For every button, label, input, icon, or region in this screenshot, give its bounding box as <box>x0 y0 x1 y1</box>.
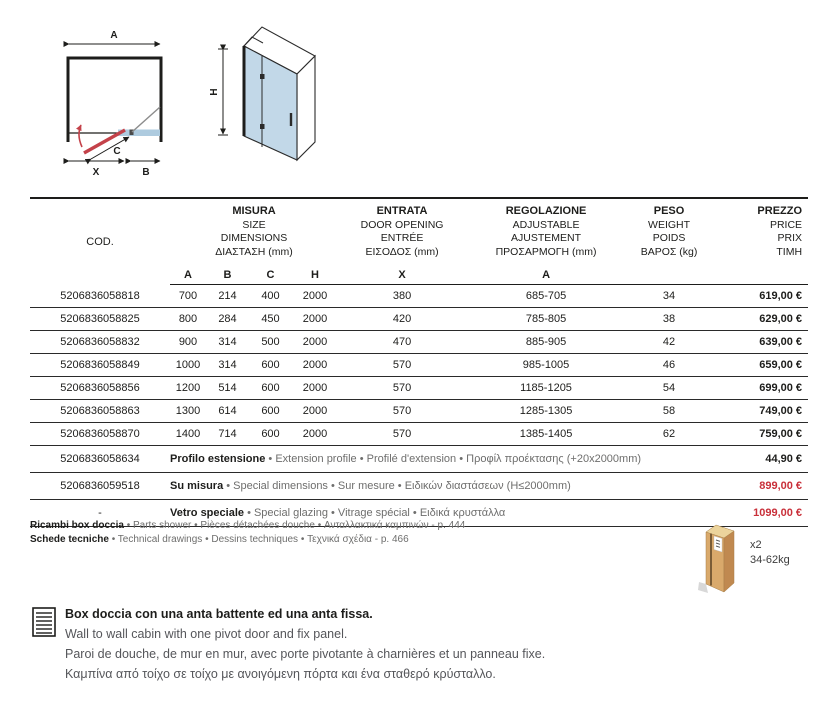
cell-c: 400 <box>249 285 292 308</box>
cell-prezzo: 44,90 € <box>712 446 808 473</box>
subheader-c: C <box>249 265 292 285</box>
cell-prezzo: 699,00 € <box>712 377 808 400</box>
cell-c: 600 <box>249 423 292 446</box>
package-quantity: x2 <box>750 539 762 551</box>
cell-prezzo: 749,00 € <box>712 400 808 423</box>
cell-a: 800 <box>170 308 206 331</box>
cell-description <box>170 473 712 500</box>
cell-b: 714 <box>206 423 249 446</box>
cell-cod: 5206836058818 <box>30 285 170 308</box>
cell-c: 600 <box>249 377 292 400</box>
description-italian: Box doccia con una anta battente ed una anta fissa. <box>65 607 373 621</box>
cell-cod: 5206836058870 <box>30 423 170 446</box>
footnote-technical-drawings: Schede tecniche • Technical drawings • Dessins techniques • Τεχνικά σχέδια - p. 466 <box>30 534 409 545</box>
cell-x: 570 <box>338 400 466 423</box>
cell-b: 284 <box>206 308 249 331</box>
cell-x: 470 <box>338 331 466 354</box>
cell-h: 2000 <box>292 377 338 400</box>
cell-peso: 58 <box>626 400 712 423</box>
cell-b: 514 <box>206 377 249 400</box>
cell-h: 2000 <box>292 285 338 308</box>
package-weight: 34-62kg <box>750 554 790 566</box>
cell-a: 700 <box>170 285 206 308</box>
option-translations: • Extension profile • Profilé d'extension • Προφίλ προέκτασης (+20x2000mm) <box>268 453 642 465</box>
subheader-x: X <box>338 265 466 285</box>
cell-peso: 62 <box>626 423 712 446</box>
column-header-peso: PESO WEIGHT POIDS ΒΑΡΟΣ (kg) <box>640 205 698 258</box>
cell-regolazione: 785-805 <box>466 308 626 331</box>
subheader-a: A <box>170 265 206 285</box>
cell-cod: 5206836058825 <box>30 308 170 331</box>
footnotes <box>30 519 465 547</box>
table-row <box>30 377 808 400</box>
cell-c: 450 <box>249 308 292 331</box>
cell-a: 1300 <box>170 400 206 423</box>
plan-dim-label-c: C <box>113 146 121 157</box>
table-row <box>30 331 808 354</box>
table-row <box>30 354 808 377</box>
cell-a: 1400 <box>170 423 206 446</box>
footnote-parts: Ricambi box doccia • Parts shower • Pièces détachées douche • Ανταλλακτικά καμπινών - p. 444 <box>30 520 466 531</box>
cell-x: 570 <box>338 377 466 400</box>
table-row <box>30 285 808 308</box>
column-header-misura: MISURA SIZE DIMENSIONS ΔΙΑΣΤΑΣΗ (mm) <box>215 205 293 258</box>
cell-regolazione: 1185-1205 <box>466 377 626 400</box>
cell-h: 2000 <box>292 354 338 377</box>
cell-cod: 5206836058634 <box>30 446 170 473</box>
description-greek: Καμπίνα από τοίχο σε τοίχο με ανοιγόμενη πόρτα και ένα σταθερό κρύσταλλο. <box>65 667 496 681</box>
cell-a: 1200 <box>170 377 206 400</box>
cell-description <box>170 446 712 473</box>
cell-b: 314 <box>206 331 249 354</box>
cell-regolazione: 885-905 <box>466 331 626 354</box>
cell-x: 380 <box>338 285 466 308</box>
cell-cod: 5206836058863 <box>30 400 170 423</box>
table-row <box>30 400 808 423</box>
table-row-special-dimensions <box>30 473 808 500</box>
plan-dim-label-a: A <box>110 30 118 41</box>
cell-regolazione: 1285-1305 <box>466 400 626 423</box>
subheader-spacer <box>712 265 808 285</box>
cell-b: 614 <box>206 400 249 423</box>
product-description <box>32 604 805 684</box>
plan-view-diagram-icon <box>55 20 170 178</box>
product-spec-table <box>30 197 808 527</box>
cell-peso: 34 <box>626 285 712 308</box>
cell-x: 570 <box>338 423 466 446</box>
cell-c: 500 <box>249 331 292 354</box>
subheader-b: B <box>206 265 249 285</box>
option-label: Vetro speciale <box>170 507 244 519</box>
cell-h: 2000 <box>292 400 338 423</box>
column-header-entrata: ENTRATA DOOR OPENING ENTRÉE ΕΙΣΟΔΟΣ (mm) <box>360 205 444 258</box>
cell-x: 420 <box>338 308 466 331</box>
plan-dim-label-b: B <box>142 167 150 178</box>
cell-b: 214 <box>206 285 249 308</box>
cell-peso: 38 <box>626 308 712 331</box>
subheader-h: H <box>292 265 338 285</box>
option-label: Profilo estensione <box>170 453 266 465</box>
option-translations: • Special dimensions • Sur mesure • Ειδικών διαστάσεων (H≤2000mm) <box>226 480 571 492</box>
cell-a: 1000 <box>170 354 206 377</box>
description-french: Paroi de douche, de mur en mur, avec porte pivotante à charnières et un panneau fixe. <box>65 647 546 661</box>
column-header-cod: COD. <box>86 235 114 248</box>
cell-peso: 46 <box>626 354 712 377</box>
cell-h: 2000 <box>292 423 338 446</box>
option-translations: • Special glazing • Vitrage spécial • Ειδικά κρυστάλλα <box>247 507 506 519</box>
cell-prezzo: 1099,00 € <box>712 500 808 527</box>
header-row <box>30 198 808 265</box>
cell-peso: 42 <box>626 331 712 354</box>
subheader-spacer <box>626 265 712 285</box>
technical-note-icon <box>32 607 56 637</box>
cell-c: 600 <box>249 400 292 423</box>
cell-b: 314 <box>206 354 249 377</box>
subheader-reg-a: A <box>466 265 626 285</box>
cell-x: 570 <box>338 354 466 377</box>
isometric-cabin-diagram-icon <box>205 16 355 178</box>
cell-cod: 5206836058849 <box>30 354 170 377</box>
cell-cod: 5206836059518 <box>30 473 170 500</box>
cell-prezzo: 629,00 € <box>712 308 808 331</box>
package-box-icon <box>698 522 744 596</box>
cell-regolazione: 1385-1405 <box>466 423 626 446</box>
iso-dim-label-h: H <box>209 88 220 96</box>
plan-dim-label-x: X <box>92 167 100 178</box>
cell-h: 2000 <box>292 331 338 354</box>
cell-prezzo: 759,00 € <box>712 423 808 446</box>
table-row-extension-profile <box>30 446 808 473</box>
cell-regolazione: 985-1005 <box>466 354 626 377</box>
cell-h: 2000 <box>292 308 338 331</box>
table-row <box>30 308 808 331</box>
table-row <box>30 423 808 446</box>
cell-cod: - <box>30 500 170 527</box>
cell-cod: 5206836058856 <box>30 377 170 400</box>
cell-c: 600 <box>249 354 292 377</box>
cell-prezzo: 619,00 € <box>712 285 808 308</box>
option-label: Su misura <box>170 480 224 492</box>
description-english: Wall to wall cabin with one pivot door and fix panel. <box>65 627 348 641</box>
column-header-regolazione: REGOLAZIONE ADJUSTABLE AJUSTEMENT ΠΡΟΣΑΡΜΟΓΗ (mm) <box>495 205 597 258</box>
cell-cod: 5206836058832 <box>30 331 170 354</box>
cell-regolazione: 685-705 <box>466 285 626 308</box>
cell-prezzo: 659,00 € <box>712 354 808 377</box>
cell-prezzo: 639,00 € <box>712 331 808 354</box>
cell-a: 900 <box>170 331 206 354</box>
cell-peso: 54 <box>626 377 712 400</box>
cell-prezzo: 899,00 € <box>712 473 808 500</box>
column-header-prezzo: PREZZO PRICE PRIX ΤΙΜΗ <box>757 205 803 258</box>
